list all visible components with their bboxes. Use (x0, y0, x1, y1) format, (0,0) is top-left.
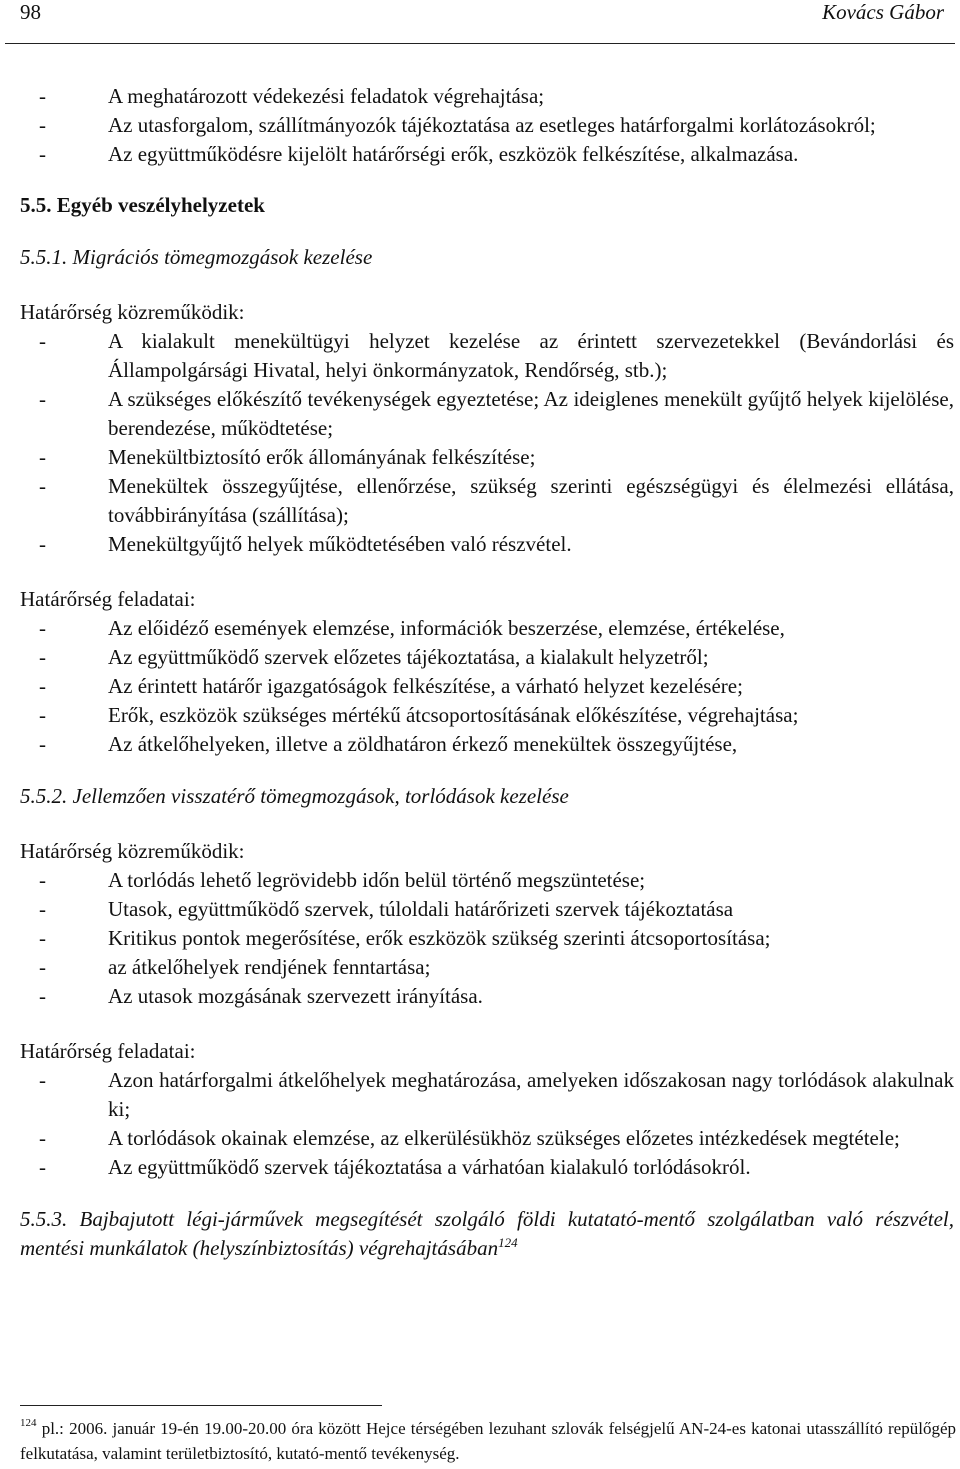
list-item-text: Erők, eszközök szükséges mértékű átcsoportosításának előkészítése, végrehajtása; (108, 703, 799, 727)
list-item (20, 895, 954, 924)
section-heading-text: 5.5.3. Bajbajutott légi-járművek megsegítését szolgáló földi kutatató-mentő szolgálatban való részvétel, mentési munkálatok (helyszínbiztosítás) végrehajtásában (20, 1207, 954, 1260)
list-item-text: Az utasforgalom, szállítmányozók tájékoztatása az esetleges határforgalmi korlátozásokról; (108, 113, 876, 137)
list-item (20, 701, 954, 730)
list-item (20, 643, 954, 672)
list-item-text: A kialakult menekültügyi helyzet kezelése az érintett szervezetekkel (Bevándorlási és Állampolgársági Hivatal, helyi önkormányzatok, Rendőrség, stb.); (108, 329, 954, 382)
list-item (20, 1153, 954, 1182)
dash-marker: - (39, 868, 46, 892)
header-rule (5, 43, 955, 44)
list-item-text: Kritikus pontok megerősítése, erők eszközök szükség szerinti átcsoportosítása; (108, 926, 771, 950)
list-item (20, 866, 954, 895)
list-item (20, 1066, 954, 1124)
list-item (20, 472, 954, 530)
tasks-list (20, 1066, 954, 1182)
dash-marker: - (39, 474, 46, 498)
dash-marker: - (39, 955, 46, 979)
list-item-text: Az utasok mozgásának szervezett irányítása. (108, 984, 483, 1008)
list-item (20, 111, 954, 140)
dash-marker: - (39, 329, 46, 353)
dash-marker: - (39, 1068, 46, 1092)
list-item (20, 672, 954, 701)
dash-marker: - (39, 674, 46, 698)
intro-list (20, 82, 954, 169)
section-heading-5-5-1: 5.5.1. Migrációs tömegmozgások kezelése (20, 245, 373, 269)
list-item-text: Az együttműködő szervek tájékoztatása a várhatóan kialakuló torlódásokról. (108, 1155, 751, 1179)
list-item-text: Utasok, együttműködő szervek, túloldali határőrizeti szervek tájékoztatása (108, 897, 734, 921)
list-item-text: A meghatározott védekezési feladatok végrehajtása; (108, 84, 545, 108)
dash-marker: - (39, 532, 46, 556)
page-header (0, 0, 960, 46)
list-item (20, 327, 954, 385)
dash-marker: - (39, 1126, 46, 1150)
list-item-text: Azon határforgalmi átkelőhelyek meghatározása, amelyeken időszakosan nagy torlódások alakulnak ki; (108, 1068, 954, 1121)
cooperation-label: Határőrség közreműködik: (20, 839, 245, 863)
footnote-rule (20, 1405, 382, 1406)
dash-marker: - (39, 1155, 46, 1179)
list-item (20, 730, 954, 759)
dash-marker: - (39, 387, 46, 411)
dash-marker: - (39, 645, 46, 669)
list-item (20, 385, 954, 443)
footnote (20, 1416, 956, 1466)
list-item (20, 614, 954, 643)
dash-marker: - (39, 142, 46, 166)
list-item (20, 443, 954, 472)
list-item (20, 1124, 954, 1153)
dash-marker: - (39, 984, 46, 1008)
list-item-text: az átkelőhelyek rendjének fenntartása; (108, 955, 431, 979)
page-number: 98 (20, 0, 41, 24)
section-heading-5-5-2: 5.5.2. Jellemzően visszatérő tömegmozgások, torlódások kezelése (20, 784, 569, 808)
footnote-reference: 124 (498, 1235, 518, 1250)
list-item (20, 140, 954, 169)
dash-marker: - (39, 445, 46, 469)
list-item (20, 953, 954, 982)
list-item-text: Az előidéző események elemzése, információk beszerzése, elemzése, értékelése, (108, 616, 785, 640)
list-item-text: A torlódások okainak elemzése, az elkerülésükhöz szükséges előzetes intézkedések megtétele; (108, 1126, 900, 1150)
tasks-label: Határőrség feladatai: (20, 587, 196, 611)
list-item-text: Menekültbiztosító erők állományának felkészítése; (108, 445, 536, 469)
cooperation-list (20, 866, 954, 1011)
section-heading-5-5-3 (20, 1205, 954, 1263)
page-body (20, 82, 954, 1263)
list-item (20, 82, 954, 111)
list-item-text: Az együttműködő szervek előzetes tájékoztatása, a kialakult helyzetről; (108, 645, 709, 669)
cooperation-list (20, 327, 954, 559)
list-item (20, 530, 954, 559)
list-item-text: A torlódás lehető legrövidebb időn belül történő megszüntetése; (108, 868, 646, 892)
cooperation-label: Határőrség közreműködik: (20, 300, 245, 324)
dash-marker: - (39, 84, 46, 108)
dash-marker: - (39, 616, 46, 640)
list-item-text: Az átkelőhelyeken, illetve a zöldhatáron érkező menekültek összegyűjtése, (108, 732, 738, 756)
list-item-text: Az együttműködésre kijelölt határőrségi erők, eszközök felkészítése, alkalmazása. (108, 142, 799, 166)
dash-marker: - (39, 897, 46, 921)
dash-marker: - (39, 732, 46, 756)
list-item-text: Az érintett határőr igazgatóságok felkészítése, a várható helyzet kezelésére; (108, 674, 743, 698)
footnote-text: pl.: 2006. január 19-én 19.00-20.00 óra között Hejce térségében lezuhant szlovák felségjelű AN-24-es katonai utasszállító repülőgép felkutatása, valamint területbiztosító, kutató-mentő tevékenység. (20, 1419, 956, 1463)
dash-marker: - (39, 113, 46, 137)
list-item-text: A szükséges előkészítő tevékenységek egyeztetése; Az ideiglenes menekült gyűjtő helyek kijelölése, berendezése, működtetése; (108, 387, 954, 440)
tasks-list (20, 614, 954, 759)
tasks-label: Határőrség feladatai: (20, 1039, 196, 1063)
running-author: Kovács Gábor (822, 0, 944, 24)
section-heading-5-5: 5.5. Egyéb veszélyhelyzetek (20, 193, 265, 217)
dash-marker: - (39, 926, 46, 950)
dash-marker: - (39, 703, 46, 727)
list-item-text: Menekültek összegyűjtése, ellenőrzése, szükség szerinti egészségügyi és élelmezési ellátása, továbbirányítása (szállítása); (108, 474, 954, 527)
footnote-number: 124 (20, 1417, 37, 1429)
list-item (20, 982, 954, 1011)
list-item (20, 924, 954, 953)
list-item-text: Menekültgyűjtő helyek működtetésében való részvétel. (108, 532, 572, 556)
